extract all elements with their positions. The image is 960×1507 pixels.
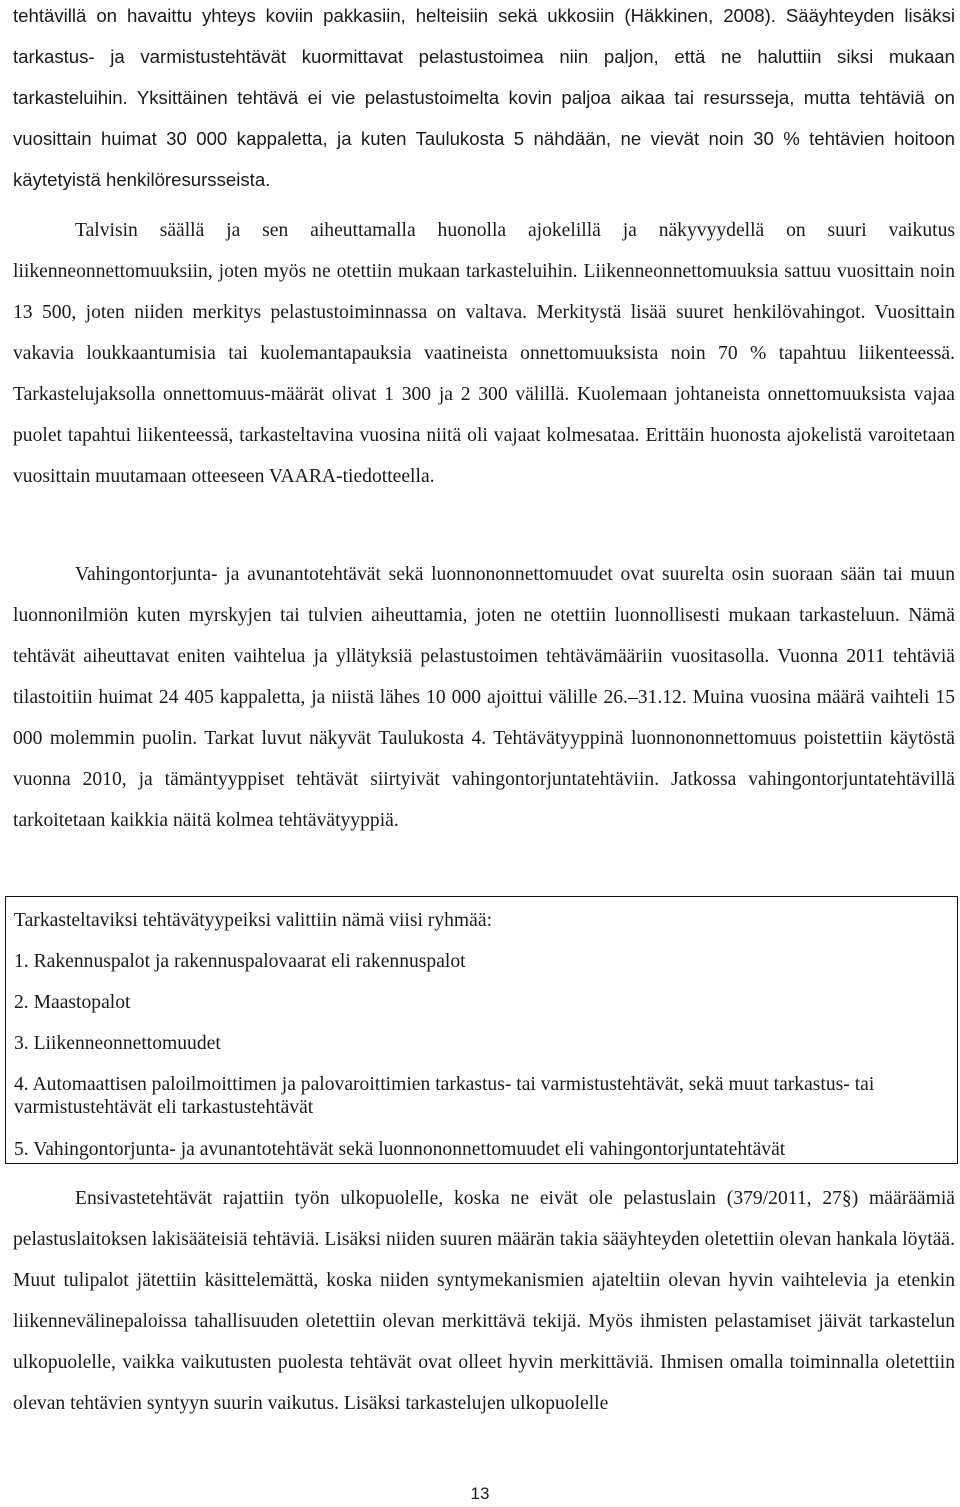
task-type-item: 5. Vahingontorjunta- ja avunantotehtävät sekä luonnononnettomuudet eli vahingontorjuntatehtävät [14, 1139, 786, 1160]
paragraph-damage-prevention: Vahingontorjunta- ja avunantotehtävät sekä luonnononnettomuudet ovat suurelta osin suoraan sään tai muun luonnonilmiön kuten myrskyjen tai tulvien aiheuttamia, joten ne otettiin luonnollisesti mukaan tarkasteluun. Nämä tehtävät aiheuttavat eniten vaihtelua ja yllätyksiä pelastustoimen tehtävämääriin vuositasolla. Vuonna 2011 tehtäviä tilastoitiin huimat 24 405 kappaletta, ja niistä lähes 10 000 ajoittui välille 26.–31.12. Muina vuosina määrä vaihteli 15 000 molemmin puolin. Tarkat luvut näkyvät Taulukosta 4. Tehtävätyyppinä luonnononnettomuus poistettiin käytöstä vuonna 2010, ja tämäntyyppiset tehtävät siirtyivät vahingontorjuntatehtäviin. Jatkossa vahingontorjuntatehtävillä tarkoitetaan kaikkia näitä kolmea tehtävätyyppiä. [13, 564, 955, 831]
task-type-item: 4. Automaattisen paloilmoittimen ja palovaroittimien tarkastus- tai varmistustehtävät, sekä muut tarkastus- tai varmistustehtävät eli tarkastustehtävät [14, 1074, 875, 1118]
task-type-item: 3. Liikenneonnettomuudet [14, 1033, 221, 1054]
task-types-intro: Tarkasteltaviksi tehtävätyypeiksi valittiin nämä viisi ryhmää: [14, 910, 493, 931]
paragraph-excluded-tasks: Ensivastetehtävät rajattiin työn ulkopuolelle, koska ne eivät ole pelastuslain (379/2011, 27§) määräämiä pelastuslaitoksen lakisääteisiä tehtäviä. Lisäksi niiden suuren määrän takia sääyhteyden oletettiin olevan hankala löytää. Muut tulipalot jätettiin käsittelemättä, koska niiden syntymekanismien ajateltiin olevan hyvin vaihtelevia ja etenkin liikennevälinepaloissa tahallisuuden oletettiin olevan merkittävä tekijä. Myös ihmisten pelastamiset jäivät tarkastelun ulkopuolelle, vaikka vaikutusten puolesta tehtävät ovat olleet hyvin merkittäviä. Ihmisen omalla toiminnalla oletettiin olevan tehtävien syntyyn suurin vaikutus. Lisäksi tarkastelujen ulkopuolelle [13, 1188, 955, 1414]
page-number: 13 [470, 1484, 490, 1503]
task-type-item: 1. Rakennuspalot ja rakennuspalovaarat eli rakennuspalot [14, 951, 466, 972]
task-type-item: 2. Maastopalot [14, 992, 131, 1013]
paragraph-weather-related-tasks: tehtävillä on havaittu yhteys koviin pakkasiin, helteisiin sekä ukkosiin (Häkkinen, 2008). Sääyhteyden lisäksi tarkastus- ja varmistustehtävät kuormittavat pelastustoimea niin paljon, että ne haluttiin siksi mukaan tarkasteluihin. Yksittäinen tehtävä ei vie pelastustoimelta kovin paljoa aikaa tai resursseja, mutta tehtäviä on vuosittain huimat 30 000 kappaletta, ja kuten Taulukosta 5 nähdään, ne vievät noin 30 % tehtävien hoitoon käytetyistä henkilöresursseista. [13, 5, 955, 190]
task-types-box [5, 896, 958, 1164]
paragraph-traffic-accidents: Talvisin säällä ja sen aiheuttamalla huonolla ajokelillä ja näkyvyydellä on suuri vaikutus liikenneonnettomuuksiin, joten myös ne otettiin mukaan tarkasteluihin. Liikenneonnettomuuksia sattuu vuosittain noin 13 500, joten niiden merkitys pelastustoiminnassa on valtava. Merkitystä lisää suuret henkilövahingot. Vuosittain vakavia loukkaantumisia tai kuolemantapauksia vaatineista onnettomuuksista noin 70 % tapahtuu liikenteessä. Tarkastelujaksolla onnettomuus-määrät olivat 1 300 ja 2 300 välillä. Kuolemaan johtaneista onnettomuuksista vajaa puolet tapahtui liikenteessä, tarkasteltavina vuosina niitä oli vajaat kolmesataa. Erittäin huonosta ajokelistä varoitetaan vuosittain muutamaan otteeseen VAARA-tiedotteella. [13, 220, 955, 487]
